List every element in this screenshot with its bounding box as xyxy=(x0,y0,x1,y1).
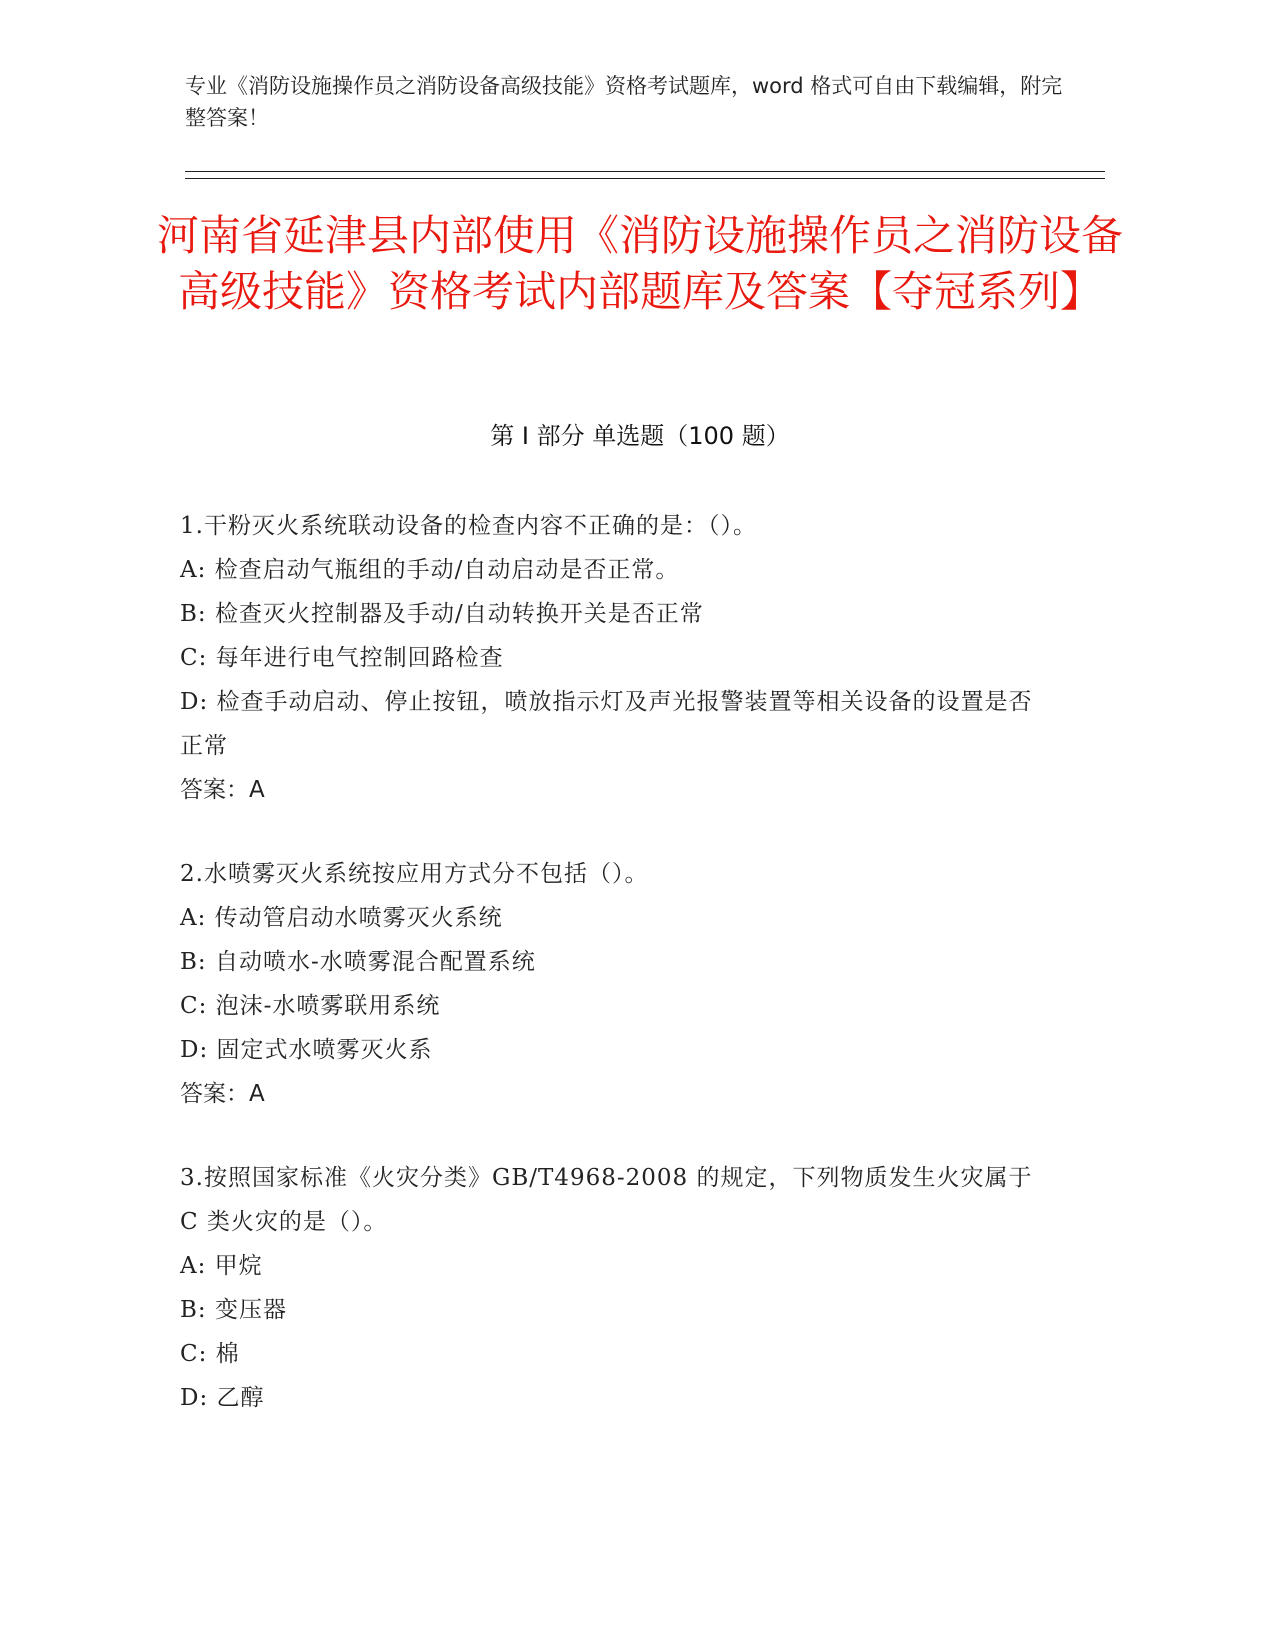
document-title: 河南省延津县内部使用《消防设施操作员之消防设备高级技能》资格考试内部题库及答案【夺冠系列】 xyxy=(156,211,1123,316)
option-b: B: 变压器 xyxy=(180,1297,287,1323)
option-a: A: 甲烷 xyxy=(180,1253,263,1279)
header-note: 专业《消防设施操作员之消防设备高级技能》资格考试题库，word 格式可自由下载编辑，附完整答案！ xyxy=(185,74,1063,130)
option-a: A: 传动管启动水喷雾灭火系统 xyxy=(180,905,503,931)
header-rule-bottom xyxy=(185,178,1105,179)
answer: 答案：A xyxy=(180,777,265,803)
part-title: 第 I 部分 单选题（100 题） xyxy=(490,422,790,450)
option-b: B: 检查灭火控制器及手动/自动转换开关是否正常 xyxy=(180,601,704,627)
option-d: D: 固定式水喷雾灭火系 xyxy=(180,1037,433,1063)
option-b: B: 自动喷水-水喷雾混合配置系统 xyxy=(180,949,536,975)
question-1 xyxy=(180,504,1050,812)
answer: 答案：A xyxy=(180,1081,265,1107)
question-stem: 1.干粉灭火系统联动设备的检查内容不正确的是：（）。 xyxy=(180,513,757,539)
question-stem: 3.按照国家标准《火灾分类》GB/T4968-2008 的规定，下列物质发生火灾属于 C 类火灾的是（）。 xyxy=(180,1165,1033,1235)
option-d: D: 检查手动启动、停止按钮，喷放指示灯及声光报警装置等相关设备的设置是否正常 xyxy=(180,689,1033,759)
option-a: A: 检查启动气瓶组的手动/自动启动是否正常。 xyxy=(180,557,680,583)
option-c: C: 棉 xyxy=(180,1341,240,1367)
option-d: D: 乙醇 xyxy=(180,1385,265,1411)
option-c: C: 泡沫-水喷雾联用系统 xyxy=(180,993,441,1019)
question-2 xyxy=(180,852,1050,1116)
question-3 xyxy=(180,1156,1050,1420)
option-c: C: 每年进行电气控制回路检查 xyxy=(180,645,504,671)
question-stem: 2.水喷雾灭火系统按应用方式分不包括（）。 xyxy=(180,861,649,887)
header-rule-top xyxy=(185,171,1105,172)
